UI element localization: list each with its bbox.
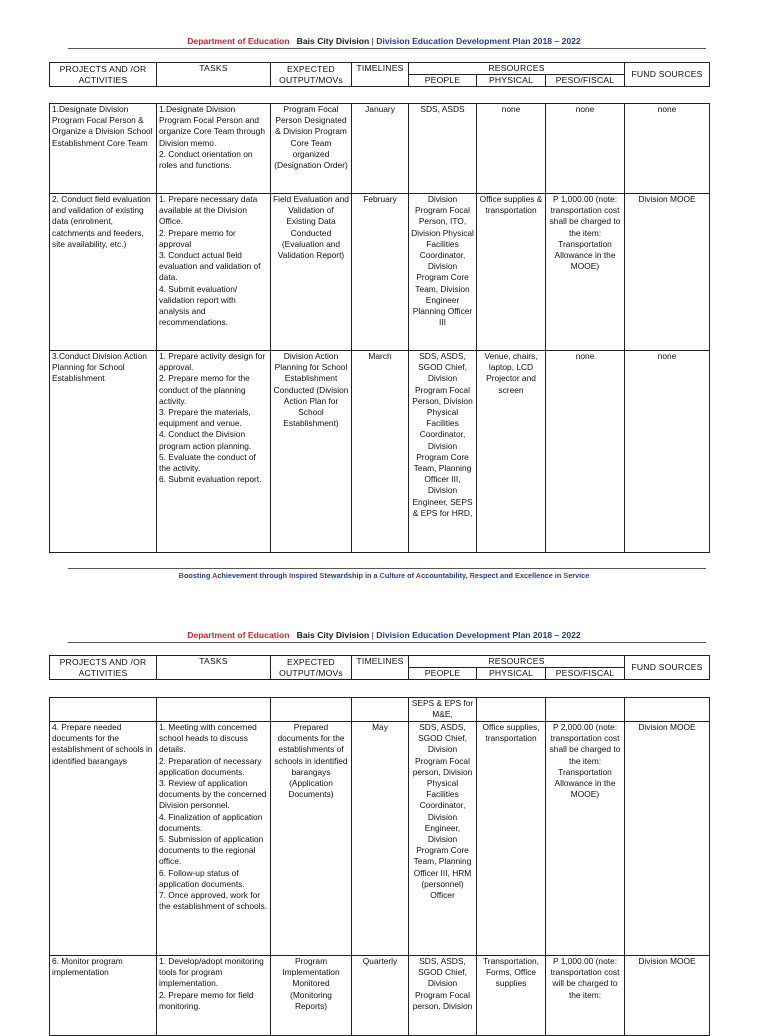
cell-project: 1.Designate Division Program Focal Person & Organize a Division School Establishment Core Team xyxy=(50,104,157,194)
table-row xyxy=(50,722,710,956)
cell-project: 3.Conduct Division Action Planning for School Establishment xyxy=(50,351,157,553)
cell-tasks: 1. Meeting with concerned school heads to discuss details. 2. Preparation of necessary application documents. 3. Review of application documents by the concerned Division personnel. 4. Finalization of application documents. 5. Submission of application documents to the regional office. 6. Follow-up status of application documents. 7. Once approved, work for the establishment of schools. xyxy=(157,722,271,956)
footer-part: ervice xyxy=(568,571,590,580)
cell-project xyxy=(50,698,157,722)
footer-part: R xyxy=(469,571,475,580)
col-physical: PHYSICAL xyxy=(477,668,546,680)
plan-table-page1 xyxy=(49,103,710,553)
cell-fund: Division MOOE xyxy=(625,956,710,1036)
cell-tasks: 1.Designate Division Program Focal Person and organize Core Team through Division memo. 2. Conduct orientation on roles and functions. xyxy=(157,104,271,194)
cell-tasks: 1. Develop/adopt monitoring tools for program implementation. 2. Prepare memo for field monitoring. xyxy=(157,956,271,1036)
cell-timeline: Quarterly xyxy=(352,956,409,1036)
cell-timeline: March xyxy=(352,351,409,553)
table-row xyxy=(50,104,710,194)
cell-fund: none xyxy=(625,351,710,553)
footer-rule xyxy=(68,568,706,569)
footer-part: A xyxy=(415,571,422,580)
cell-people: SDS, ASDS, SGOD Chief, Division Program Focal person, Division xyxy=(409,956,477,1036)
footer-part: E xyxy=(515,571,520,580)
cell-output: Field Evaluation and Validation of Existing Data Conducted (Evaluation and Validation Report) xyxy=(271,194,352,351)
footer-part: tewardship in a xyxy=(324,571,380,580)
cell-people: SDS, ASDS xyxy=(409,104,477,194)
cell-timeline: February xyxy=(352,194,409,351)
cell-output: Program Focal Person Designated & Division Program Core Team organized (Designation Order) xyxy=(271,104,352,194)
cell-peso: P 2,000.00 (note: transportation cost shall be charged to the item: Transportation Allowance in the MOOE) xyxy=(546,722,625,956)
col-timelines: TIMELINES xyxy=(352,63,409,87)
cell-fund: none xyxy=(625,104,710,194)
cell-project: 6. Monitor program implementation xyxy=(50,956,157,1036)
cell-output xyxy=(271,698,352,722)
header-department: Department of Education xyxy=(187,630,290,640)
footer-part: S xyxy=(563,571,569,580)
footer-part: oosting xyxy=(183,571,213,580)
page-footer xyxy=(0,571,768,580)
col-expected: EXPECTED OUTPUT/MOVs xyxy=(271,656,352,680)
cell-timeline: January xyxy=(352,104,409,194)
table-row xyxy=(50,698,710,722)
col-fund: FUND SOURCES xyxy=(625,656,710,680)
cell-physical: Office supplies & transportation xyxy=(477,194,546,351)
header-department: Department of Education xyxy=(187,36,290,46)
col-people: PEOPLE xyxy=(409,668,477,680)
cell-physical: Office supplies, transportation xyxy=(477,722,546,956)
cell-timeline xyxy=(352,698,409,722)
col-timelines: TIMELINES xyxy=(352,656,409,680)
col-peso: PESO/FISCAL xyxy=(546,75,625,87)
header-rule xyxy=(68,642,706,643)
cell-physical xyxy=(477,698,546,722)
cell-tasks: 1. Prepare necessary data available at the Division Office. 2. Prepare memo for approval 3. Conduct actual field evaluation and validation of data. 4. Submit evaluation/ validation report with analysis and recommendations. xyxy=(157,194,271,351)
cell-people: SDS, ASDS, SGOD Chief, Division Program Focal person, Division Physical Facilities Coordinator, Division Engineer, Division Program Core Team, Planning Officer III, HRM (personnel) Officer xyxy=(409,722,477,956)
footer-part: espect and xyxy=(474,571,516,580)
footer-part: nspired xyxy=(291,571,320,580)
col-resources: RESOURCES xyxy=(409,63,625,75)
col-peso: PESO/FISCAL xyxy=(546,668,625,680)
table-row xyxy=(50,351,710,553)
header-plan: Division Education Development Plan 2018 – 2022 xyxy=(376,36,581,46)
cell-people: SEPS & EPS for M&E, xyxy=(409,698,477,722)
col-resources: RESOURCES xyxy=(409,656,625,668)
page-header xyxy=(0,630,768,640)
cell-peso: P 1,000.00 (note: transportation cost will be charged to the item: xyxy=(546,956,625,1036)
page-header xyxy=(0,36,768,46)
footer-part: C xyxy=(379,571,385,580)
table-row xyxy=(50,194,710,351)
footer-part: ccountability, xyxy=(421,571,470,580)
cell-fund xyxy=(625,698,710,722)
cell-fund: Division MOOE xyxy=(625,722,710,956)
footer-part: chievement through xyxy=(217,571,290,580)
cell-peso xyxy=(546,698,625,722)
cell-people: Division Program Focal Person, ITO, Division Physical Facilities Coordinator, Division Program Core Team, Division Engineer Planning Officer III xyxy=(409,194,477,351)
cell-tasks: 1. Prepare activity design for approval. 2. Prepare memo for the conduct of the planning activity. 3. Prepare the materials, equipment and venue. 4. Conduct the Division program action planning. 5. Evaluate the conduct of the activity. 6. Submit evaluation report. xyxy=(157,351,271,553)
footer-part: S xyxy=(319,571,325,580)
plan-table-page2 xyxy=(49,697,710,1036)
header-plan: Division Education Development Plan 2018 – 2022 xyxy=(376,630,581,640)
footer-part: B xyxy=(178,571,184,580)
cell-peso: none xyxy=(546,351,625,553)
header-separator: | xyxy=(371,630,374,640)
header-separator: | xyxy=(371,36,374,46)
cell-project: 2. Conduct field evaluation and validation of existing data (enrolment, catchments and feeders, site availability, etc.) xyxy=(50,194,157,351)
column-header-table xyxy=(49,62,710,87)
cell-output: Prepared documents for the establishments of schools in identified barangays (Application Documents) xyxy=(271,722,352,956)
cell-tasks xyxy=(157,698,271,722)
cell-timeline: May xyxy=(352,722,409,956)
header-rule xyxy=(68,48,706,49)
column-header-table xyxy=(49,655,710,680)
header-division: Bais City Division xyxy=(296,36,370,46)
col-people: PEOPLE xyxy=(409,75,477,87)
col-tasks: TASKS xyxy=(157,63,271,87)
col-physical: PHYSICAL xyxy=(477,75,546,87)
cell-physical: Transportation, Forms, Office supplies xyxy=(477,956,546,1036)
footer-part: ulture of xyxy=(384,571,416,580)
cell-peso: none xyxy=(546,104,625,194)
cell-project: 4. Prepare needed documents for the establishment of schools in identified barangays xyxy=(50,722,157,956)
footer-part: xcellence in xyxy=(519,571,564,580)
cell-physical: Venue, chairs, laptop, LCD Projector and screen xyxy=(477,351,546,553)
col-projects: PROJECTS AND /OR ACTIVITIES xyxy=(50,63,157,87)
col-projects: PROJECTS AND /OR ACTIVITIES xyxy=(50,656,157,680)
footer-part: A xyxy=(212,571,218,580)
cell-output: Division Action Planning for School Establishment Conducted (Division Action Plan for School Establishment) xyxy=(271,351,352,553)
col-tasks: TASKS xyxy=(157,656,271,680)
cell-output: Program Implementation Monitored (Monitoring Reports) xyxy=(271,956,352,1036)
col-expected: EXPECTED OUTPUT/MOVs xyxy=(271,63,352,87)
cell-fund: Division MOOE xyxy=(625,194,710,351)
cell-people: SDS, ASDS, SGOD Chief, Division Program Focal Person, Division Physical Facilities Coordinator, Division Program Core Team, Planning Officer III, Division Engineer, SEPS & EPS for HRD, xyxy=(409,351,477,553)
col-fund: FUND SOURCES xyxy=(625,63,710,87)
cell-peso: P 1,000.00 (note: transportation cost shall be charged to the item: Transportation Allowance in the MOOE) xyxy=(546,194,625,351)
header-division: Bais City Division xyxy=(296,630,370,640)
cell-physical: none xyxy=(477,104,546,194)
footer-part: I xyxy=(289,571,292,580)
